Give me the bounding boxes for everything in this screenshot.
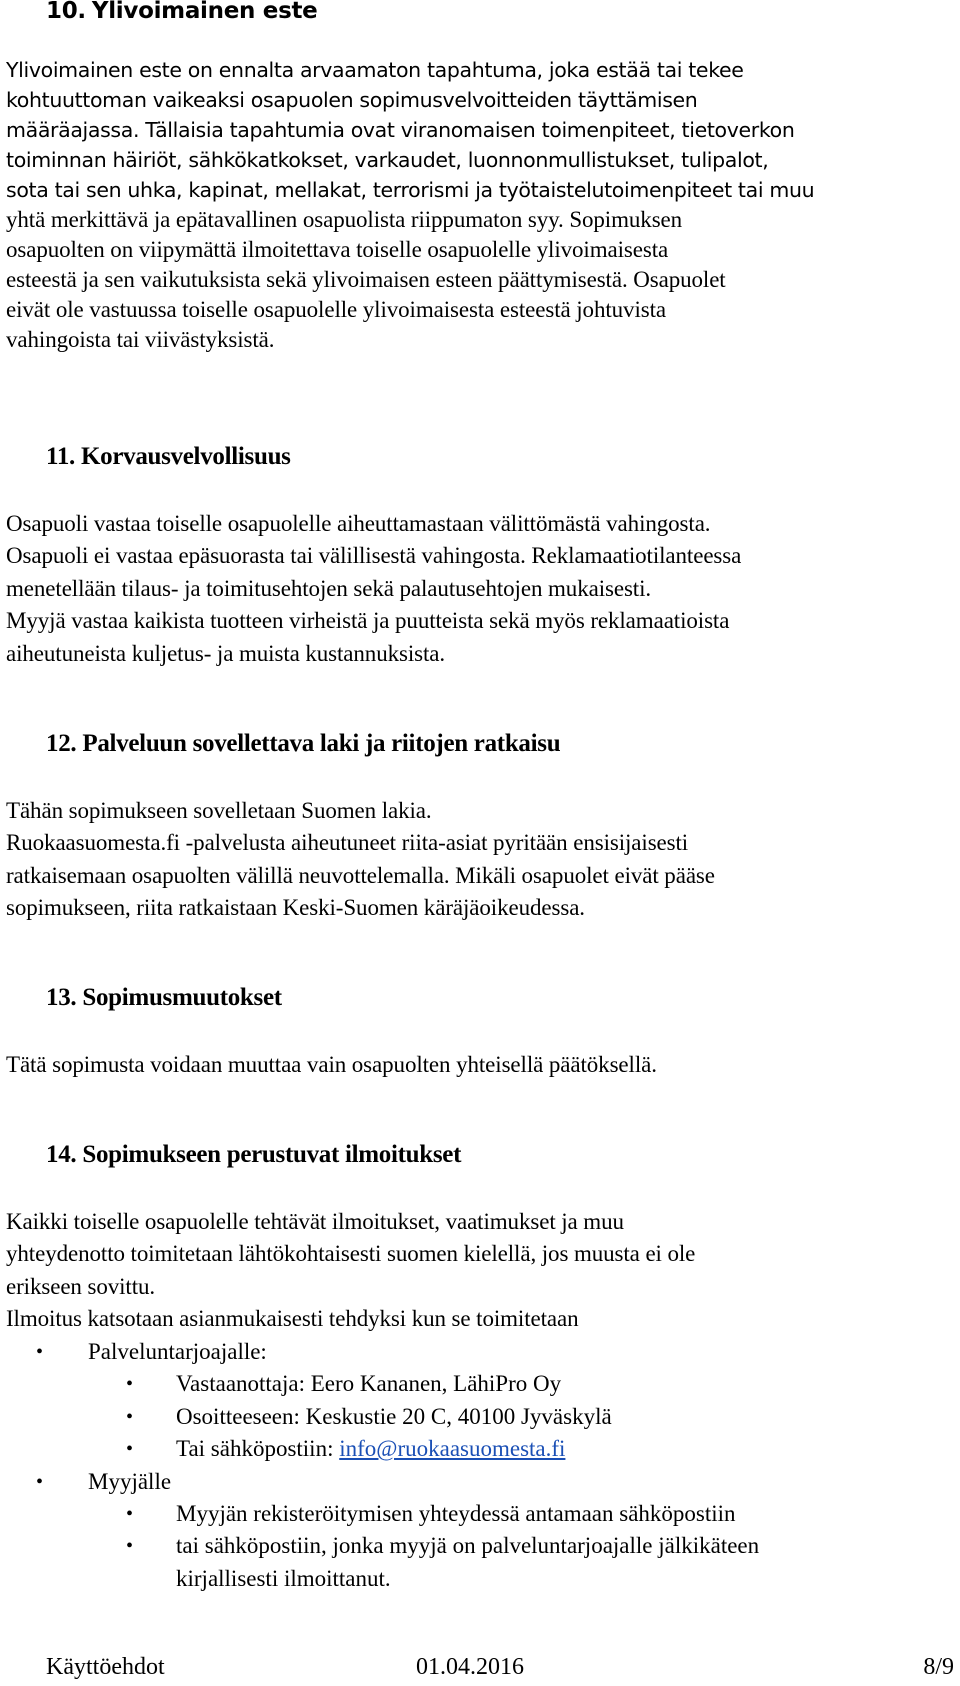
section-12-heading (46, 730, 560, 758)
provider-email-line (176, 1433, 565, 1465)
bullet-icon: • (126, 1373, 134, 1396)
section-number: 11. (46, 443, 75, 470)
bullet-icon: • (126, 1405, 134, 1428)
bullet-icon: • (126, 1535, 134, 1558)
section-number: 12. (46, 730, 77, 757)
text-line: Kaikki toiselle osapuolelle tehtävät ilmoitukset, vaatimukset ja muu (6, 1209, 624, 1234)
text-line: Ilmoitus katsotaan asianmukaisesti tehdyksi kun se toimitetaan (6, 1306, 579, 1332)
list-item-provider (6, 1336, 759, 1466)
section-12-body (6, 795, 956, 925)
seller-item-1: Myyjän rekisteröitymisen yhteydessä antamaan sähköpostiin (176, 1501, 736, 1527)
section-title: Palveluun sovellettava laki ja riitojen ratkaisu (82, 730, 561, 757)
provider-address: Osoitteeseen: Keskustie 20 C, 40100 Jyväskylä (176, 1403, 612, 1429)
provider-label: Palveluntarjoajalle: (88, 1339, 267, 1364)
text-line: aiheutuneista kuljetus- ja muista kustannuksista. (6, 640, 446, 666)
list-item (6, 1368, 759, 1400)
list-item (6, 1530, 759, 1595)
email-link[interactable]: info@ruokaasuomesta.fi (339, 1436, 566, 1462)
text-line: Tätä sopimusta voidaan muuttaa vain osapuolten yhteisellä päätöksellä. (6, 1052, 657, 1077)
list-item-seller (6, 1466, 759, 1596)
section-14-heading (46, 1141, 461, 1169)
text-line: kohtuuttoman vaikeaksi osapuolen sopimusvelvoitteiden täyttämisen (6, 88, 698, 112)
text-line: osapuolten on viipymättä ilmoitettava toiselle osapuolelle ylivoimaisesta (6, 237, 669, 262)
text-line: Osapuoli vastaa toiselle osapuolelle aiheuttamastaan välittömästä vahingosta. (6, 511, 711, 536)
text-line: Osapuoli ei vastaa epäsuorasta tai välillisestä vahingosta. Reklamaatiotilanteessa (6, 543, 742, 569)
section-number: 14. (46, 1141, 77, 1168)
footer-date: 01.04.2016 (416, 1654, 524, 1680)
notice-recipients-list (6, 1336, 759, 1595)
text-line: esteestä ja sen vaikutuksista sekä ylivoimaisen esteen päättymisestä. Osapuolet (6, 267, 726, 292)
provider-sublist (88, 1368, 759, 1465)
list-item (6, 1498, 759, 1530)
text-line: yhtä merkittävä ja epätavallinen osapuolista riippumaton syy. Sopimuksen (6, 207, 683, 232)
text-line: erikseen sovittu. (6, 1273, 156, 1299)
text-line: eivät ole vastuussa toiselle osapuolelle ylivoimaisesta esteestä johtuvista (6, 297, 666, 322)
text-line: Ruokaasuomesta.fi -palvelusta aiheutuneet riita-asiat pyritään ensisijaisesti (6, 830, 689, 856)
section-10-body (6, 55, 956, 355)
section-11-body (6, 508, 956, 670)
section-14-body (6, 1206, 956, 1336)
footer-page-number: 8/9 (923, 1654, 954, 1680)
text-line: Tähän sopimukseen sovelletaan Suomen lakia. (6, 798, 432, 823)
bullet-icon: • (36, 1341, 44, 1363)
email-prefix: Tai sähköpostiin: (176, 1436, 340, 1462)
seller-sublist (88, 1498, 759, 1595)
text-line: Ylivoimainen este on ennalta arvaamaton tapahtuma, joka estää tai tekee (6, 58, 744, 82)
bullet-icon: • (126, 1503, 134, 1526)
list-item (6, 1401, 759, 1433)
text-line: toiminnan häiriöt, sähkökatkokset, varkaudet, luonnonmullistukset, tulipalot, (6, 148, 769, 172)
seller-label: Myyjälle (88, 1468, 172, 1494)
text-line: sopimukseen, riita ratkaistaan Keski-Suomen käräjäoikeudessa. (6, 895, 585, 921)
section-title: Sopimusmuutokset (82, 984, 282, 1011)
text-line: menetellään tilaus- ja toimitusehtojen sekä palautusehtojen mukaisesti. (6, 575, 652, 601)
section-number: 13. (46, 984, 77, 1011)
section-title: Ylivoimainen este (91, 0, 318, 24)
text-line: sota tai sen uhka, kapinat, mellakat, terrorismi ja työtaistelutoimenpiteet tai muu (6, 178, 815, 202)
section-11-heading (46, 443, 291, 471)
bullet-icon: • (126, 1438, 134, 1461)
section-title: Sopimukseen perustuvat ilmoitukset (82, 1141, 462, 1168)
seller-item-2-line-1: tai sähköpostiin, jonka myyjä on palveluntarjoajalle jälkikäteen (176, 1533, 760, 1559)
bullet-icon: • (36, 1470, 44, 1493)
text-line: määräajassa. Tällaisia tapahtumia ovat viranomaisen toimenpiteet, tietoverkon (6, 118, 795, 142)
section-13-body (6, 1049, 956, 1081)
text-line: yhteydenotto toimitetaan lähtökohtaisesti suomen kielellä, jos muusta ei ole (6, 1241, 696, 1267)
section-13-heading (46, 984, 282, 1012)
text-line: vahingoista tai viivästyksistä. (6, 327, 275, 352)
seller-item-2-line-2: kirjallisesti ilmoittanut. (176, 1565, 391, 1591)
provider-recipient: Vastaanottaja: Eero Kananen, LähiPro Oy (176, 1371, 562, 1397)
section-title: Korvausvelvollisuus (80, 443, 291, 470)
section-10-heading (46, 0, 317, 25)
footer-doc-name: Käyttöehdot (46, 1654, 165, 1680)
section-number: 10. (46, 0, 86, 24)
text-line: ratkaisemaan osapuolten välillä neuvottelemalla. Mikäli osapuolet eivät pääse (6, 862, 715, 888)
list-item (6, 1433, 759, 1465)
text-line: Myyjä vastaa kaikista tuotteen virheistä ja puutteista sekä myös reklamaatioista (6, 608, 730, 634)
